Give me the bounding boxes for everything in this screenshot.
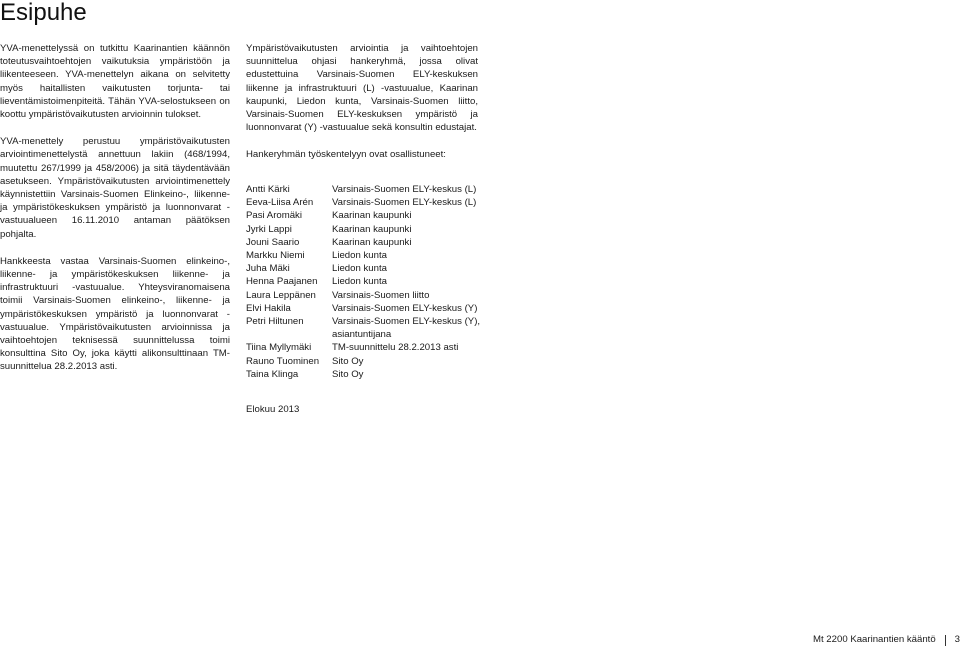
steering-group-paragraph: Ympäristövaikutusten arviointia ja vaihtoehtojen suunnittelua ohjasi hankeryhmä, jossa olivat edustettuina Varsinais-Suomen ELY-keskuksen liikenne ja infrastruktuuri (L) -vastuualue, Kaarinan kaupunki, Liedon kunta, Varsinais-Suomen liitto, Varsinais-Suomen ELY-keskuksen ympäristö ja luonnonvarat (Y) -vastuualue sekä konsultin edustajat. xyxy=(246,43,478,134)
member-organization: Liedon kunta xyxy=(332,250,387,262)
member-organization: Varsinais-Suomen ELY-keskus (Y) xyxy=(332,302,478,314)
member-organization: Varsinais-Suomen ELY-keskus (L) xyxy=(332,197,477,209)
member-organization: Varsinais-Suomen ELY-keskus (L) xyxy=(332,184,477,195)
member-organization: Liedon kunta xyxy=(332,276,387,288)
member-name: Markku Niemi xyxy=(246,250,305,262)
member-name: Tiina Myllymäki xyxy=(246,342,312,354)
member-name: Rauno Tuominen xyxy=(246,355,320,367)
member-row xyxy=(246,236,492,249)
page-number: 3 xyxy=(954,634,960,645)
intro-paragraph: YVA-menettelyssä on tutkittu Kaarinantien käännön toteutusvaihtoehtojen vaikutuksia ympäristöön ja liikenteeseen. YVA-menettelyn aikana on selvitetty myös haitallisten vaikutusten torjunta- tai lieventämistoimenpiteitä. Tähän YVA-selostukseen on koottu ympäristövaikutusten arvioinnin tulokset. xyxy=(0,43,230,121)
member-row xyxy=(246,368,492,381)
member-organization: Varsinais-Suomen liitto xyxy=(332,289,430,301)
member-organization: Sito Oy xyxy=(332,355,364,367)
member-name: Antti Kärki xyxy=(246,184,290,195)
member-row xyxy=(246,223,492,236)
legal-basis-paragraph: YVA-menettely perustuu ympäristövaikutusten arviointimenettelystä annettuun lakiin (468/1994, muutettu 267/1999 ja 458/2006) ja sitä täydentävään asetukseen. Ympäristövaikutusten arviointimenettely käynnistettiin Varsinais-Suomen Elinkeino-, liikenne- ja ympäristökeskuksen ympäristö ja luonnonvarat -vastuualueen 16.11.2010 antaman päätöksen pohjalta. xyxy=(0,136,230,240)
member-organization: Kaarinan kaupunki xyxy=(332,210,412,222)
members-heading: Hankeryhmän työskentelyyn ovat osallistuneet: xyxy=(246,149,446,161)
member-name: Pasi Aromäki xyxy=(246,210,302,222)
member-row xyxy=(246,209,492,222)
right-column xyxy=(246,42,478,162)
member-organization: TM-suunnittelu 28.2.2013 asti xyxy=(332,342,459,354)
member-row xyxy=(246,341,492,354)
member-row xyxy=(246,302,492,315)
member-row xyxy=(246,275,492,288)
page-title: Esipuhe xyxy=(0,0,87,26)
footer-publication-title: Mt 2200 Kaarinantien kääntö xyxy=(812,634,936,645)
member-row xyxy=(246,262,492,275)
member-row xyxy=(246,289,492,302)
member-organization: Sito Oy xyxy=(332,368,364,380)
publication-date: Elokuu 2013 xyxy=(246,404,300,415)
member-row xyxy=(246,196,492,209)
member-row xyxy=(246,249,492,262)
member-name: Jyrki Lappi xyxy=(246,223,292,235)
member-organization: Kaarinan kaupunki xyxy=(332,236,412,248)
member-row xyxy=(246,315,492,341)
member-name: Henna Paajanen xyxy=(246,276,318,288)
member-name: Juha Mäki xyxy=(246,263,290,275)
member-name: Eeva-Liisa Arén xyxy=(246,197,314,209)
member-name: Taina Klinga xyxy=(246,368,299,380)
member-name: Laura Leppänen xyxy=(246,289,316,301)
member-name: Elvi Hakila xyxy=(246,302,291,314)
member-organization: Kaarinan kaupunki xyxy=(332,223,412,235)
members-list xyxy=(246,183,492,381)
member-organization: Varsinais-Suomen ELY-keskus (Y), asiantuntijana xyxy=(332,316,481,341)
member-row xyxy=(246,355,492,368)
footer-divider xyxy=(945,635,946,646)
project-responsibility-paragraph: Hankkeesta vastaa Varsinais-Suomen elinkeino-, liikenne- ja ympäristökeskuksen liikenne- ja infrastruktuuri -vastuualue. Yhteysviranomaisena toimii Varsinais-Suomen elinkeino-, liikenne- ja ympäristökeskuksen ympäristö ja luonnonvarat -vastuualue. Ympäristövaikutusten arvioinnissa ja vaihtoehtojen teknisessä suunnittelussa toimi konsulttina Sito Oy, joka käytti alikonsulttinaan TM-suunnittelua 28.2.2013 asti. xyxy=(0,255,230,373)
page-footer xyxy=(813,634,960,646)
member-organization: Liedon kunta xyxy=(332,263,387,275)
member-name: Jouni Saario xyxy=(246,236,300,248)
member-name: Petri Hiltunen xyxy=(246,316,304,328)
left-column xyxy=(0,42,230,374)
member-row xyxy=(246,183,492,196)
